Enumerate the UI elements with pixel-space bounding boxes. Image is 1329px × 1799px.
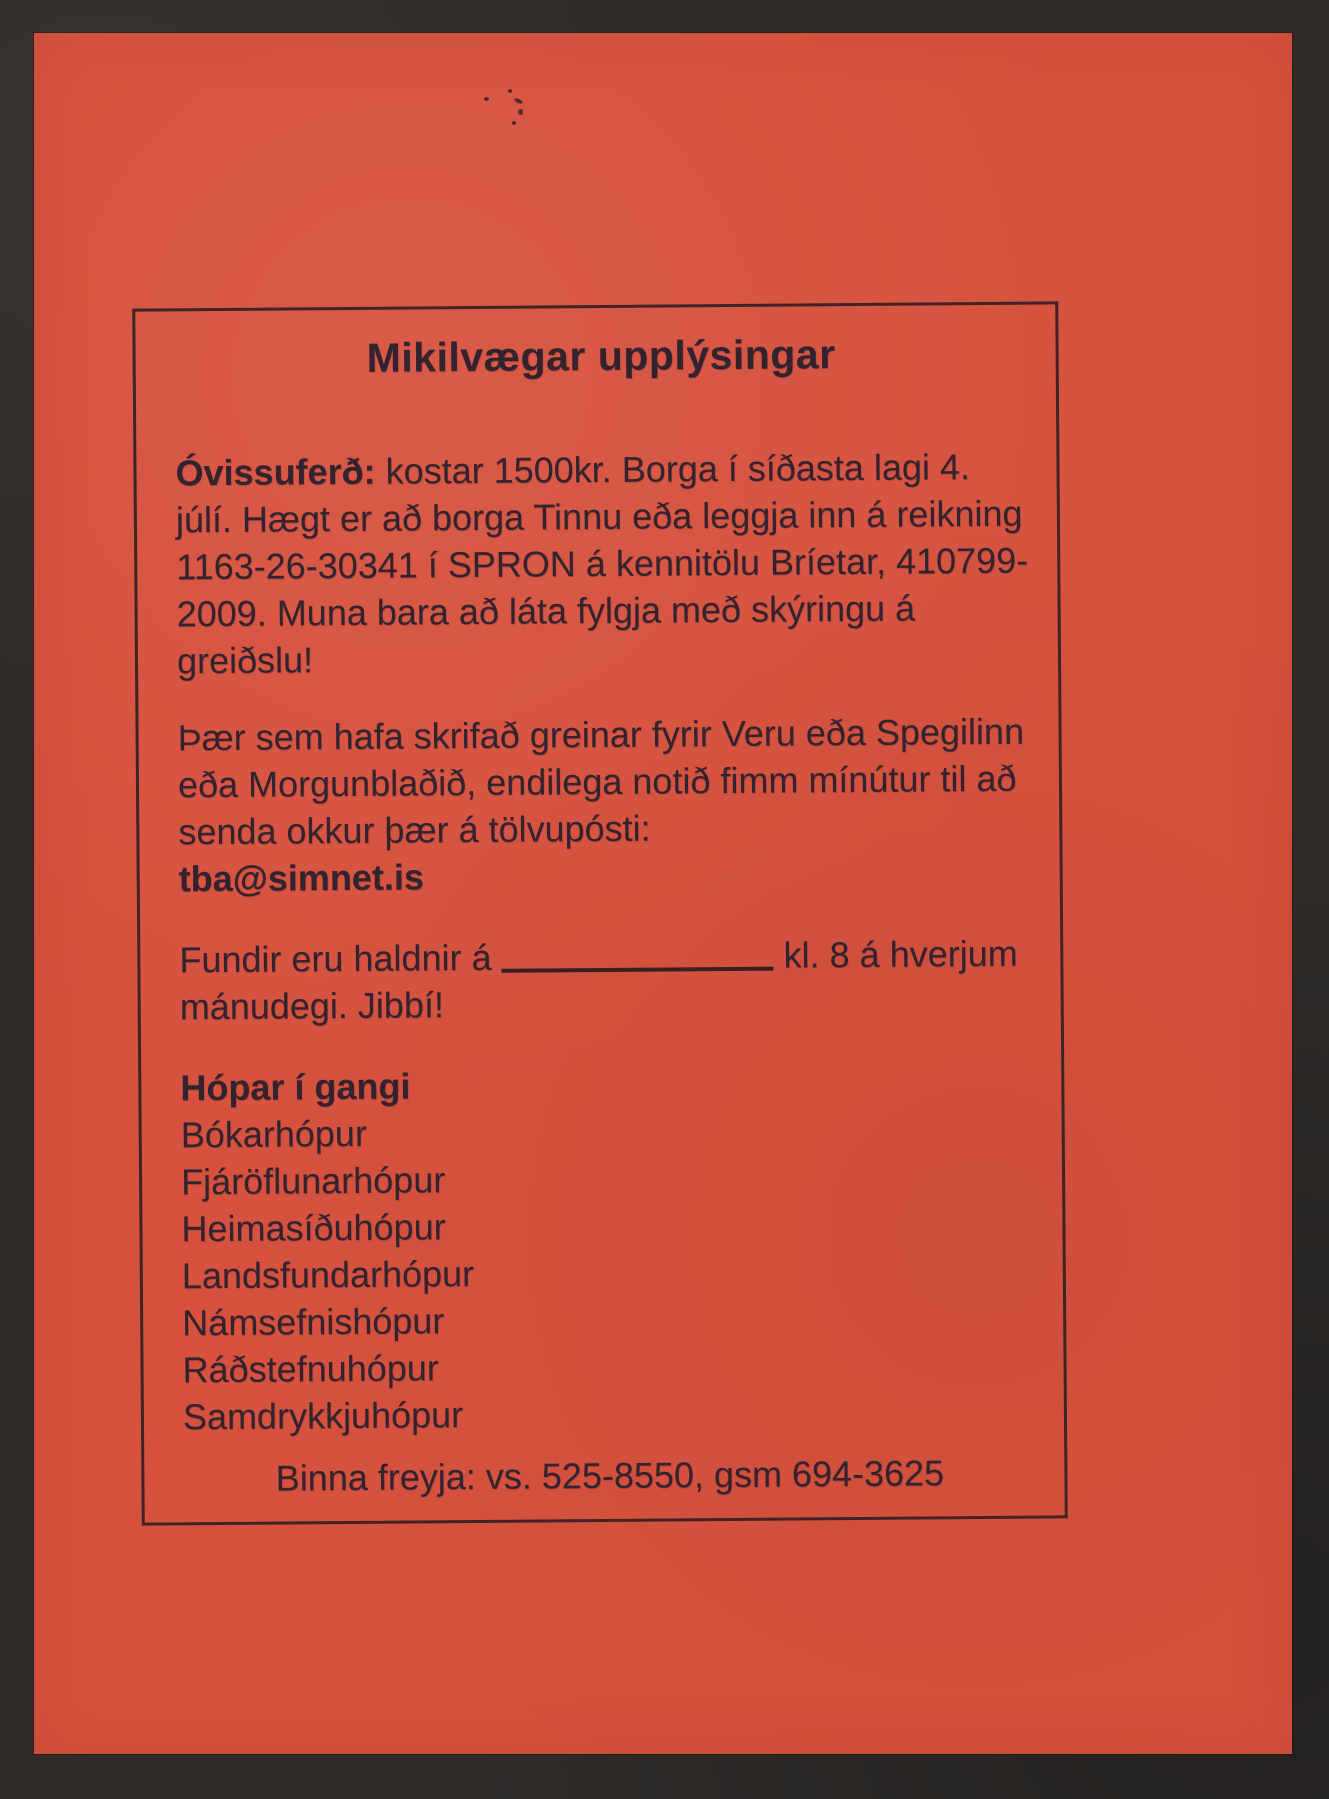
paragraph-meetings xyxy=(179,928,1033,1031)
content-frame xyxy=(132,301,1068,1525)
list-item: Bókarhópur xyxy=(180,1112,368,1156)
list-item: Landsfundarhópur xyxy=(181,1253,475,1297)
meetings-text-before: Fundir eru haldnir á xyxy=(179,936,492,981)
contact-line: Binna freyja: vs. 525-8550, gsm 694-3625 xyxy=(275,1452,945,1499)
groups-section xyxy=(180,1058,1036,1441)
list-item: Samdrykkjuhópur xyxy=(182,1394,464,1438)
list-item: Námsefnishópur xyxy=(182,1300,445,1344)
list-item: Fjáröflunarhópur xyxy=(180,1159,446,1203)
groups-list xyxy=(181,1105,1037,1441)
paragraph-payment xyxy=(175,443,1030,685)
list-item: Ráðstefnuhópur xyxy=(182,1347,439,1391)
blank-line xyxy=(501,933,773,973)
meetings-text-after: kl. 8 á xyxy=(783,933,880,976)
page-title: Mikilvægar upplýsingar xyxy=(366,331,836,381)
articles-text: Þær sem hafa skrifað greinar fyrir Veru eða Spegilinn eða Morgunblaðið, endilega notið fimm mínútur til að senda okkur þær á tölvupósti: xyxy=(177,710,1025,853)
flyer-paper xyxy=(34,33,1292,1754)
meetings-line2: hverjum mánudegi. Jibbí! xyxy=(179,932,1018,1028)
list-item: Heimasíðuhópur xyxy=(181,1206,446,1250)
paragraph-articles xyxy=(177,708,1031,903)
payment-lead: Óvissuferð: xyxy=(175,450,376,494)
email-address: tba@simnet.is xyxy=(178,856,425,900)
ink-smudge xyxy=(482,75,532,125)
payment-text: kostar 1500kr. Borga í síðasta lagi 4. júlí. Hægt er að borga Tinnu eða leggja inn á reikning 1163-26-30341 í SPRON á kennitölu Bríetar, 410799-2009. Muna bara að láta fylgja með skýringu á greiðslu! xyxy=(175,446,1029,682)
groups-heading: Hópar í gangi xyxy=(180,1065,411,1109)
